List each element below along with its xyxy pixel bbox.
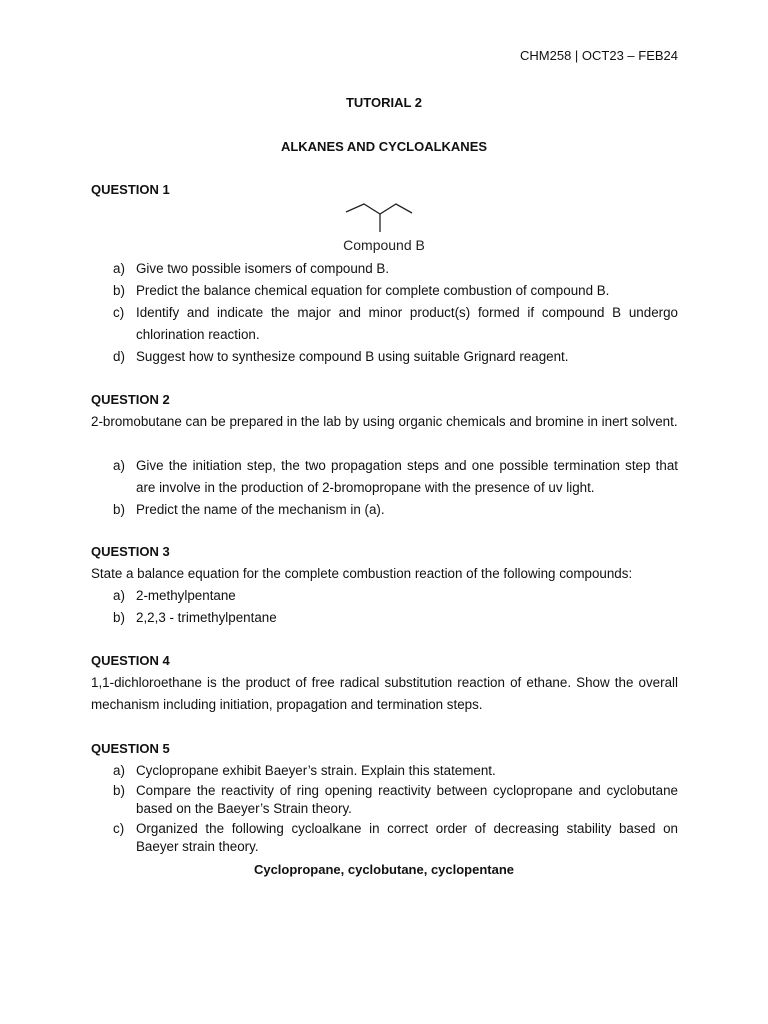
list-item: b) 2,2,3 - trimethylpentane (113, 610, 277, 625)
list-item: a) Give the initiation step, the two propagation steps and one possible termination step that are involve in the production of 2-bromopropane with the presence of uv light. (113, 458, 678, 495)
topic-title: ALKANES AND CYCLOALKANES (280, 139, 488, 154)
list-item: a) Give two possible isomers of compound B. (113, 261, 390, 276)
question-4-intro: 1,1-dichloroethane is the product of free radical substitution reaction of ethane. Show the overall mechanism including initiation, propagation and termination steps. (91, 675, 678, 712)
compound-b-structure (340, 196, 420, 236)
question-2-heading: QUESTION 2 (91, 392, 170, 407)
question-4-heading: QUESTION 4 (91, 653, 170, 668)
question-1-heading: QUESTION 1 (91, 182, 170, 197)
question-3-heading: QUESTION 3 (91, 544, 170, 559)
list-item: c) Organized the following cycloalkane in correct order of decreasing stability based on Baeyer strain theory. (113, 821, 678, 854)
list-item: b) Predict the name of the mechanism in (a). (113, 502, 385, 517)
question-2-intro: 2-bromobutane can be prepared in the lab by using organic chemicals and bromine in inert solvent. (91, 414, 678, 429)
list-item: c) Identify and indicate the major and minor product(s) formed if compound B undergo chlorination reaction. (113, 305, 678, 342)
tutorial-title: TUTORIAL 2 (345, 95, 423, 110)
course-header: CHM258 | OCT23 – FEB24 (520, 48, 678, 63)
question-2-items (91, 455, 678, 521)
compound-b-label: Compound B (343, 237, 425, 253)
question-1-items (91, 258, 678, 368)
question-5-items (91, 762, 678, 858)
list-item: b) Predict the balance chemical equation for complete combustion of compound B. (113, 283, 610, 298)
question-3-items (91, 585, 678, 629)
question-5-heading: QUESTION 5 (91, 741, 170, 756)
list-item: d) Suggest how to synthesize compound B using suitable Grignard reagent. (113, 349, 569, 364)
list-item: a) Cyclopropane exhibit Baeyer’s strain. Explain this statement. (113, 763, 496, 778)
cycloalkane-list: Cyclopropane, cyclobutane, cyclopentane (253, 862, 515, 877)
question-3-intro: State a balance equation for the complete combustion reaction of the following compounds: (91, 566, 633, 581)
list-item: b) Compare the reactivity of ring opening reactivity between cyclopropane and cyclobutane based on the Baeyer’s Strain theory. (113, 783, 678, 816)
list-item: a) 2-methylpentane (113, 588, 236, 603)
